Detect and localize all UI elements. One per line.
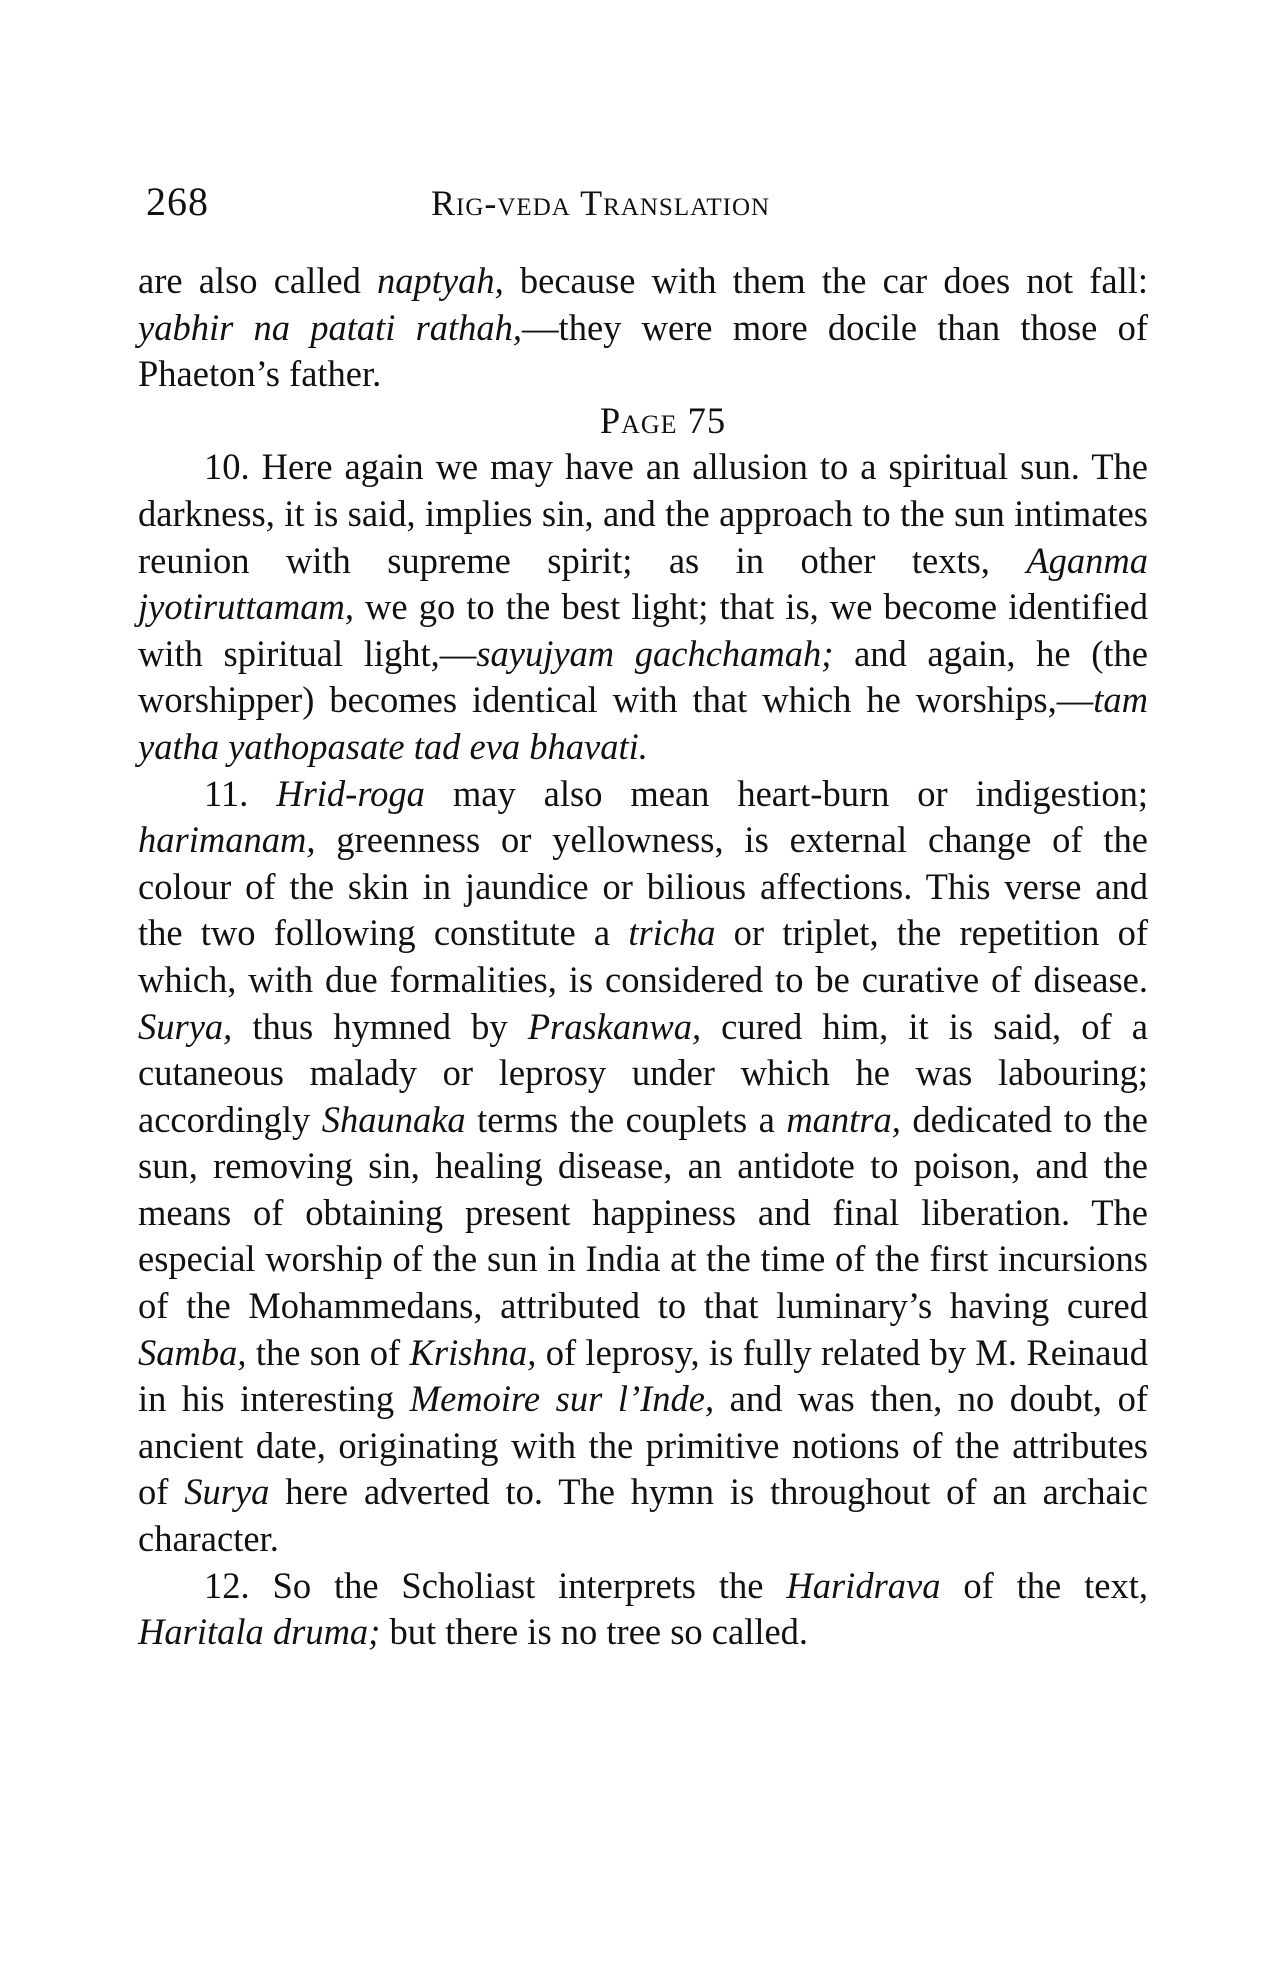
section-heading: Page 75 xyxy=(599,399,727,441)
italic-term: sayujyam gachchamah; xyxy=(476,632,834,674)
text-run: may also mean heart-burn or indigestion; xyxy=(424,772,1148,814)
text-run: here adverted to. The hymn is throughout of an archaic character. xyxy=(138,1471,1149,1560)
text-run: terms the couplets a xyxy=(465,1098,787,1140)
italic-term: naptyah, xyxy=(377,260,504,301)
italic-term: harimanam, xyxy=(138,819,316,861)
italic-term: mantra, xyxy=(786,1098,901,1140)
text-run: 12. So the Scholiast interprets the xyxy=(204,1564,787,1606)
paragraph-continuation xyxy=(138,258,1148,398)
text-run: dedicated to the sun, removing sin, healing disease, an antidote to poison, and the means of obtaining present happiness and final liberation. The especial worship of the sun in India at the time of the first incursions of the Mohammedans, attributed to that luminary’s having cured xyxy=(138,1098,1148,1327)
italic-term: Surya xyxy=(184,1471,270,1513)
text-run: and again, he (the worshipper) becomes identical with that which he worships,— xyxy=(138,632,1148,721)
text-run: greenness or yellowness, is external change of the colour of the skin in jaundice or bilious affections. This verse and the two following constitute a xyxy=(138,819,1148,954)
text-run: but there is no tree so called. xyxy=(380,1611,809,1653)
italic-term: Surya, xyxy=(138,1005,233,1047)
page-header xyxy=(146,178,1146,238)
text-run: and was then, no doubt, of ancient date, originating with the primitive notions of the attributes of xyxy=(138,1378,1149,1513)
note-12 xyxy=(138,1563,1148,1656)
body-text xyxy=(138,258,1148,1656)
italic-term: tam yatha yathopasate tad eva bhavati. xyxy=(138,679,1148,767)
italic-term: Krishna, xyxy=(409,1331,537,1373)
text-run: 11. xyxy=(204,772,277,814)
italic-term: Hrid-roga xyxy=(276,772,425,814)
italic-term: yabhir na patati rathah, xyxy=(138,306,523,348)
text-run: thus hymned by xyxy=(232,1005,528,1047)
text-run: because with them the car does not fall: xyxy=(503,260,1148,301)
page-number: 268 xyxy=(146,179,209,224)
text-run: the son of xyxy=(246,1331,410,1373)
italic-term: Haridrava xyxy=(786,1564,941,1606)
text-run: of the text, xyxy=(940,1564,1148,1606)
italic-term: Memoire sur l’Inde, xyxy=(409,1378,715,1420)
italic-term: Praskanwa, xyxy=(527,1005,702,1047)
text-run: —they were more docile than those of Phaeton’s father. xyxy=(138,306,1148,395)
italic-term: Shaunaka xyxy=(321,1098,466,1140)
italic-term: Samba, xyxy=(138,1331,247,1373)
text-run: 10. Here again we may have an allusion to a spiritual sun. The darkness, it is said, implies sin, and the approach to the sun intimates reunion with supreme spirit; as in other texts, xyxy=(138,446,1148,581)
note-11 xyxy=(138,771,1148,1563)
text-run: cured him, it is said, of a cutaneous malady or leprosy under which he was labouring; accordingly xyxy=(138,1005,1148,1140)
text-run: we go to the best light; that is, we become identified with spiritual light,— xyxy=(138,586,1148,674)
note-10 xyxy=(138,444,1148,770)
text-run: of leprosy, is fully related by M. Reinaud in his interesting xyxy=(138,1331,1148,1420)
italic-term: Aganma jyotiruttamam, xyxy=(138,539,1148,628)
text-run: are also called xyxy=(138,260,378,301)
italic-term: Haritala druma; xyxy=(138,1611,381,1653)
text-run: or triplet, the repetition of which, with due formalities, is considered to be curative of disease. xyxy=(138,912,1148,1000)
running-head: Rig-veda Translation xyxy=(431,183,771,223)
italic-term: tricha xyxy=(628,912,716,954)
